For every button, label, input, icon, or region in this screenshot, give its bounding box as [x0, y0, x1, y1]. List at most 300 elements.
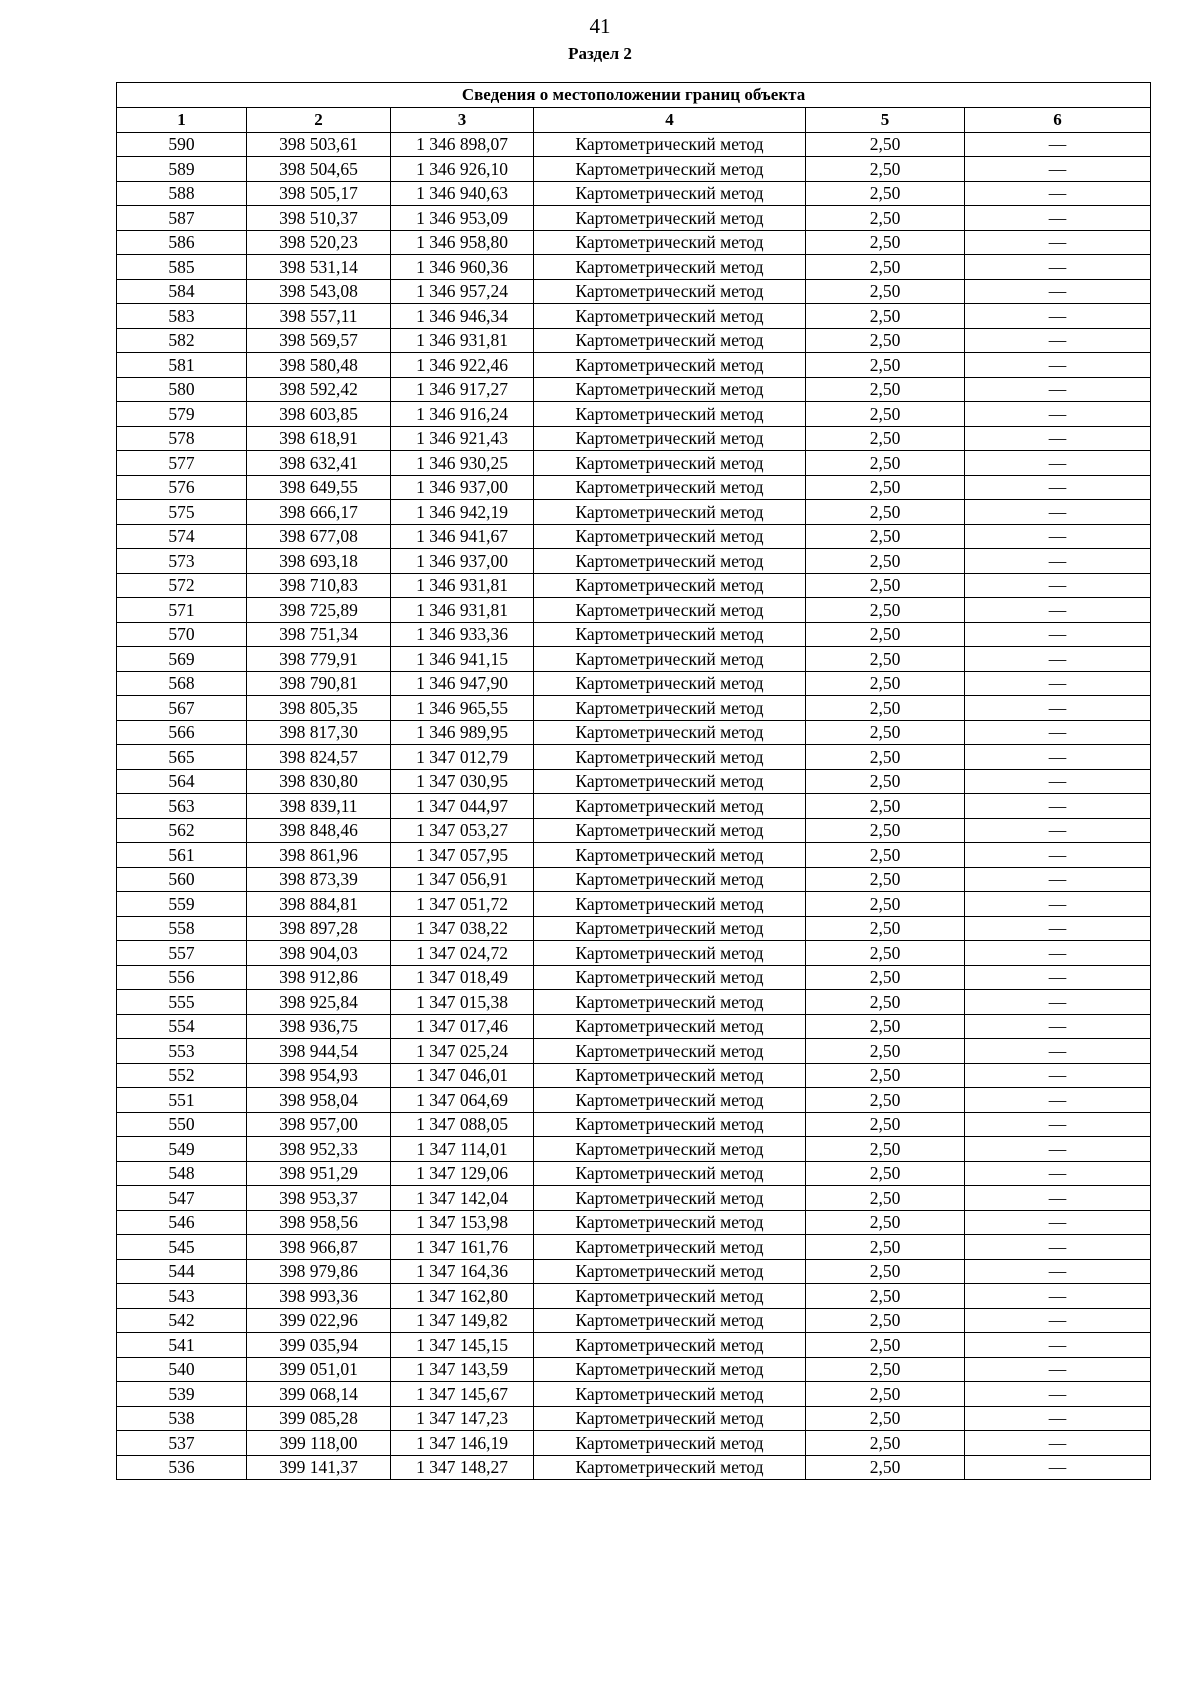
x-coordinate-cell: 398 592,42 [247, 377, 391, 402]
method-cell: Картометрический метод [534, 304, 806, 329]
x-coordinate-cell: 398 725,89 [247, 598, 391, 623]
method-cell: Картометрический метод [534, 916, 806, 941]
table-row [117, 720, 1151, 745]
point-number-cell: 588 [117, 181, 247, 206]
table-row [117, 206, 1151, 231]
x-coordinate-cell: 398 531,14 [247, 255, 391, 280]
point-number-cell: 576 [117, 475, 247, 500]
table-row [117, 279, 1151, 304]
description-cell: — [965, 965, 1151, 990]
table-row [117, 1186, 1151, 1211]
y-coordinate-cell: 1 346 958,80 [391, 230, 534, 255]
y-coordinate-cell: 1 346 957,24 [391, 279, 534, 304]
table-row [117, 1137, 1151, 1162]
table-row [117, 255, 1151, 280]
method-cell: Картометрический метод [534, 622, 806, 647]
table-row [117, 328, 1151, 353]
x-coordinate-cell: 399 141,37 [247, 1455, 391, 1480]
table-row [117, 598, 1151, 623]
point-number-cell: 536 [117, 1455, 247, 1480]
x-coordinate-cell: 398 861,96 [247, 843, 391, 868]
table-row [117, 230, 1151, 255]
y-coordinate-cell: 1 346 921,43 [391, 426, 534, 451]
point-number-cell: 554 [117, 1014, 247, 1039]
table-row [117, 843, 1151, 868]
method-cell: Картометрический метод [534, 255, 806, 280]
method-cell: Картометрический метод [534, 867, 806, 892]
accuracy-cell: 2,50 [806, 1039, 965, 1064]
x-coordinate-cell: 398 503,61 [247, 132, 391, 157]
table-row [117, 524, 1151, 549]
method-cell: Картометрический метод [534, 1333, 806, 1358]
table-row [117, 353, 1151, 378]
x-coordinate-cell: 398 824,57 [247, 745, 391, 770]
description-cell: — [965, 1259, 1151, 1284]
y-coordinate-cell: 1 347 025,24 [391, 1039, 534, 1064]
description-cell: — [965, 500, 1151, 525]
method-cell: Картометрический метод [534, 426, 806, 451]
x-coordinate-cell: 398 925,84 [247, 990, 391, 1015]
table-row [117, 1284, 1151, 1309]
description-cell: — [965, 549, 1151, 574]
description-cell: — [965, 1308, 1151, 1333]
accuracy-cell: 2,50 [806, 769, 965, 794]
accuracy-cell: 2,50 [806, 745, 965, 770]
description-cell: — [965, 206, 1151, 231]
y-coordinate-cell: 1 347 148,27 [391, 1455, 534, 1480]
description-cell: — [965, 1186, 1151, 1211]
point-number-cell: 548 [117, 1161, 247, 1186]
x-coordinate-cell: 398 543,08 [247, 279, 391, 304]
method-cell: Картометрический метод [534, 696, 806, 721]
method-cell: Картометрический метод [534, 353, 806, 378]
method-cell: Картометрический метод [534, 1137, 806, 1162]
x-coordinate-cell: 398 944,54 [247, 1039, 391, 1064]
y-coordinate-cell: 1 347 114,01 [391, 1137, 534, 1162]
x-coordinate-cell: 398 504,65 [247, 157, 391, 182]
x-coordinate-cell: 398 954,93 [247, 1063, 391, 1088]
method-cell: Картометрический метод [534, 598, 806, 623]
table-row [117, 1039, 1151, 1064]
accuracy-cell: 2,50 [806, 1431, 965, 1456]
point-number-cell: 577 [117, 451, 247, 476]
page-number: 41 [589, 14, 611, 38]
y-coordinate-cell: 1 346 931,81 [391, 573, 534, 598]
x-coordinate-cell: 398 805,35 [247, 696, 391, 721]
table-row [117, 965, 1151, 990]
accuracy-cell: 2,50 [806, 1063, 965, 1088]
y-coordinate-cell: 1 347 056,91 [391, 867, 534, 892]
point-number-cell: 589 [117, 157, 247, 182]
point-number-cell: 579 [117, 402, 247, 427]
point-number-cell: 584 [117, 279, 247, 304]
description-cell: — [965, 867, 1151, 892]
description-cell: — [965, 745, 1151, 770]
table-row [117, 622, 1151, 647]
x-coordinate-cell: 398 873,39 [247, 867, 391, 892]
x-coordinate-cell: 398 505,17 [247, 181, 391, 206]
point-number-cell: 578 [117, 426, 247, 451]
method-cell: Картометрический метод [534, 132, 806, 157]
description-cell: — [965, 941, 1151, 966]
accuracy-cell: 2,50 [806, 671, 965, 696]
point-number-cell: 551 [117, 1088, 247, 1113]
accuracy-cell: 2,50 [806, 279, 965, 304]
accuracy-cell: 2,50 [806, 1382, 965, 1407]
y-coordinate-cell: 1 346 941,15 [391, 647, 534, 672]
table-row [117, 990, 1151, 1015]
table-row [117, 1406, 1151, 1431]
x-coordinate-cell: 399 051,01 [247, 1357, 391, 1382]
description-cell: — [965, 818, 1151, 843]
description-cell: — [965, 304, 1151, 329]
x-coordinate-cell: 398 830,80 [247, 769, 391, 794]
y-coordinate-cell: 1 347 057,95 [391, 843, 534, 868]
table-row [117, 1063, 1151, 1088]
accuracy-cell: 2,50 [806, 916, 965, 941]
point-number-cell: 538 [117, 1406, 247, 1431]
accuracy-cell: 2,50 [806, 1235, 965, 1260]
table-row [117, 451, 1151, 476]
description-cell: — [965, 279, 1151, 304]
accuracy-cell: 2,50 [806, 990, 965, 1015]
method-cell: Картометрический метод [534, 671, 806, 696]
table-row [117, 573, 1151, 598]
x-coordinate-cell: 398 951,29 [247, 1161, 391, 1186]
point-number-cell: 549 [117, 1137, 247, 1162]
method-cell: Картометрический метод [534, 794, 806, 819]
accuracy-cell: 2,50 [806, 1455, 965, 1480]
table-row [117, 475, 1151, 500]
accuracy-cell: 2,50 [806, 377, 965, 402]
description-cell: — [965, 1455, 1151, 1480]
accuracy-cell: 2,50 [806, 818, 965, 843]
y-coordinate-cell: 1 347 164,36 [391, 1259, 534, 1284]
point-number-cell: 582 [117, 328, 247, 353]
x-coordinate-cell: 398 979,86 [247, 1259, 391, 1284]
x-coordinate-cell: 398 848,46 [247, 818, 391, 843]
y-coordinate-cell: 1 347 162,80 [391, 1284, 534, 1309]
accuracy-cell: 2,50 [806, 1088, 965, 1113]
accuracy-cell: 2,50 [806, 892, 965, 917]
y-coordinate-cell: 1 347 149,82 [391, 1308, 534, 1333]
accuracy-cell: 2,50 [806, 1210, 965, 1235]
y-coordinate-cell: 1 346 947,90 [391, 671, 534, 696]
x-coordinate-cell: 399 068,14 [247, 1382, 391, 1407]
x-coordinate-cell: 398 693,18 [247, 549, 391, 574]
y-coordinate-cell: 1 346 930,25 [391, 451, 534, 476]
method-cell: Картометрический метод [534, 230, 806, 255]
accuracy-cell: 2,50 [806, 867, 965, 892]
method-cell: Картометрический метод [534, 157, 806, 182]
description-cell: — [965, 843, 1151, 868]
y-coordinate-cell: 1 347 044,97 [391, 794, 534, 819]
x-coordinate-cell: 398 710,83 [247, 573, 391, 598]
point-number-cell: 543 [117, 1284, 247, 1309]
x-coordinate-cell: 398 884,81 [247, 892, 391, 917]
point-number-cell: 560 [117, 867, 247, 892]
point-number-cell: 567 [117, 696, 247, 721]
point-number-cell: 580 [117, 377, 247, 402]
y-coordinate-cell: 1 347 024,72 [391, 941, 534, 966]
y-coordinate-cell: 1 347 147,23 [391, 1406, 534, 1431]
column-header: 5 [806, 108, 965, 133]
x-coordinate-cell: 398 957,00 [247, 1112, 391, 1137]
table-caption: Сведения о местоположении границ объекта [117, 83, 1151, 108]
x-coordinate-cell: 399 118,00 [247, 1431, 391, 1456]
y-coordinate-cell: 1 347 053,27 [391, 818, 534, 843]
point-number-cell: 562 [117, 818, 247, 843]
column-header: 6 [965, 108, 1151, 133]
point-number-cell: 545 [117, 1235, 247, 1260]
table-row [117, 1357, 1151, 1382]
method-cell: Картометрический метод [534, 1014, 806, 1039]
y-coordinate-cell: 1 346 931,81 [391, 328, 534, 353]
method-cell: Картометрический метод [534, 1284, 806, 1309]
method-cell: Картометрический метод [534, 769, 806, 794]
accuracy-cell: 2,50 [806, 1259, 965, 1284]
description-cell: — [965, 181, 1151, 206]
x-coordinate-cell: 398 510,37 [247, 206, 391, 231]
x-coordinate-cell: 399 022,96 [247, 1308, 391, 1333]
table-row [117, 769, 1151, 794]
x-coordinate-cell: 398 779,91 [247, 647, 391, 672]
method-cell: Картометрический метод [534, 475, 806, 500]
accuracy-cell: 2,50 [806, 181, 965, 206]
accuracy-cell: 2,50 [806, 402, 965, 427]
table-row [117, 1210, 1151, 1235]
y-coordinate-cell: 1 346 931,81 [391, 598, 534, 623]
description-cell: — [965, 328, 1151, 353]
x-coordinate-cell: 398 953,37 [247, 1186, 391, 1211]
y-coordinate-cell: 1 346 916,24 [391, 402, 534, 427]
point-number-cell: 575 [117, 500, 247, 525]
description-cell: — [965, 1161, 1151, 1186]
column-header: 4 [534, 108, 806, 133]
y-coordinate-cell: 1 347 030,95 [391, 769, 534, 794]
accuracy-cell: 2,50 [806, 965, 965, 990]
description-cell: — [965, 524, 1151, 549]
method-cell: Картометрический метод [534, 500, 806, 525]
description-cell: — [965, 1333, 1151, 1358]
method-cell: Картометрический метод [534, 549, 806, 574]
method-cell: Картометрический метод [534, 745, 806, 770]
table-row [117, 916, 1151, 941]
table-row [117, 402, 1151, 427]
y-coordinate-cell: 1 346 933,36 [391, 622, 534, 647]
point-number-cell: 542 [117, 1308, 247, 1333]
accuracy-cell: 2,50 [806, 500, 965, 525]
x-coordinate-cell: 398 966,87 [247, 1235, 391, 1260]
point-number-cell: 555 [117, 990, 247, 1015]
column-header: 1 [117, 108, 247, 133]
description-cell: — [965, 696, 1151, 721]
table-row [117, 377, 1151, 402]
y-coordinate-cell: 1 347 129,06 [391, 1161, 534, 1186]
method-cell: Картометрический метод [534, 573, 806, 598]
y-coordinate-cell: 1 346 898,07 [391, 132, 534, 157]
accuracy-cell: 2,50 [806, 304, 965, 329]
description-cell: — [965, 1357, 1151, 1382]
y-coordinate-cell: 1 347 051,72 [391, 892, 534, 917]
table-row [117, 1333, 1151, 1358]
method-cell: Картометрический метод [534, 377, 806, 402]
x-coordinate-cell: 399 085,28 [247, 1406, 391, 1431]
point-number-cell: 566 [117, 720, 247, 745]
description-cell: — [965, 892, 1151, 917]
accuracy-cell: 2,50 [806, 1406, 965, 1431]
accuracy-cell: 2,50 [806, 647, 965, 672]
table-row [117, 1112, 1151, 1137]
table-row [117, 500, 1151, 525]
method-cell: Картометрический метод [534, 402, 806, 427]
accuracy-cell: 2,50 [806, 1112, 965, 1137]
accuracy-cell: 2,50 [806, 696, 965, 721]
method-cell: Картометрический метод [534, 1382, 806, 1407]
point-number-cell: 583 [117, 304, 247, 329]
table-row [117, 671, 1151, 696]
method-cell: Картометрический метод [534, 1406, 806, 1431]
table-row [117, 892, 1151, 917]
table-row [117, 157, 1151, 182]
description-cell: — [965, 671, 1151, 696]
description-cell: — [965, 353, 1151, 378]
y-coordinate-cell: 1 346 926,10 [391, 157, 534, 182]
point-number-cell: 568 [117, 671, 247, 696]
point-number-cell: 544 [117, 1259, 247, 1284]
x-coordinate-cell: 398 632,41 [247, 451, 391, 476]
point-number-cell: 537 [117, 1431, 247, 1456]
table-row [117, 745, 1151, 770]
column-header: 3 [391, 108, 534, 133]
description-cell: — [965, 255, 1151, 280]
point-number-cell: 561 [117, 843, 247, 868]
x-coordinate-cell: 398 569,57 [247, 328, 391, 353]
description-cell: — [965, 1406, 1151, 1431]
point-number-cell: 581 [117, 353, 247, 378]
point-number-cell: 564 [117, 769, 247, 794]
accuracy-cell: 2,50 [806, 941, 965, 966]
x-coordinate-cell: 398 958,04 [247, 1088, 391, 1113]
x-coordinate-cell: 398 952,33 [247, 1137, 391, 1162]
x-coordinate-cell: 398 904,03 [247, 941, 391, 966]
x-coordinate-cell: 398 603,85 [247, 402, 391, 427]
x-coordinate-cell: 398 557,11 [247, 304, 391, 329]
method-cell: Картометрический метод [534, 1161, 806, 1186]
y-coordinate-cell: 1 346 941,67 [391, 524, 534, 549]
point-number-cell: 546 [117, 1210, 247, 1235]
y-coordinate-cell: 1 347 018,49 [391, 965, 534, 990]
column-header-row [117, 108, 1151, 133]
method-cell: Картометрический метод [534, 1186, 806, 1211]
table-caption-row [117, 83, 1151, 108]
accuracy-cell: 2,50 [806, 622, 965, 647]
accuracy-cell: 2,50 [806, 843, 965, 868]
accuracy-cell: 2,50 [806, 206, 965, 231]
point-number-cell: 557 [117, 941, 247, 966]
accuracy-cell: 2,50 [806, 1161, 965, 1186]
table-row [117, 304, 1151, 329]
y-coordinate-cell: 1 347 017,46 [391, 1014, 534, 1039]
description-cell: — [965, 1088, 1151, 1113]
table-row [117, 132, 1151, 157]
y-coordinate-cell: 1 346 960,36 [391, 255, 534, 280]
description-cell: — [965, 598, 1151, 623]
method-cell: Картометрический метод [534, 843, 806, 868]
column-header: 2 [247, 108, 391, 133]
description-cell: — [965, 402, 1151, 427]
method-cell: Картометрический метод [534, 1308, 806, 1333]
y-coordinate-cell: 1 347 161,76 [391, 1235, 534, 1260]
description-cell: — [965, 916, 1151, 941]
x-coordinate-cell: 398 618,91 [247, 426, 391, 451]
description-cell: — [965, 647, 1151, 672]
boundary-coordinates-table [116, 82, 1151, 1480]
description-cell: — [965, 1210, 1151, 1235]
point-number-cell: 558 [117, 916, 247, 941]
description-cell: — [965, 769, 1151, 794]
x-coordinate-cell: 399 035,94 [247, 1333, 391, 1358]
description-cell: — [965, 426, 1151, 451]
x-coordinate-cell: 398 897,28 [247, 916, 391, 941]
y-coordinate-cell: 1 346 953,09 [391, 206, 534, 231]
table-row [117, 818, 1151, 843]
y-coordinate-cell: 1 346 942,19 [391, 500, 534, 525]
accuracy-cell: 2,50 [806, 328, 965, 353]
y-coordinate-cell: 1 347 142,04 [391, 1186, 534, 1211]
point-number-cell: 572 [117, 573, 247, 598]
point-number-cell: 585 [117, 255, 247, 280]
y-coordinate-cell: 1 346 937,00 [391, 475, 534, 500]
accuracy-cell: 2,50 [806, 1308, 965, 1333]
accuracy-cell: 2,50 [806, 794, 965, 819]
x-coordinate-cell: 398 649,55 [247, 475, 391, 500]
accuracy-cell: 2,50 [806, 255, 965, 280]
table-row [117, 181, 1151, 206]
point-number-cell: 570 [117, 622, 247, 647]
point-number-cell: 573 [117, 549, 247, 574]
table-row [117, 647, 1151, 672]
point-number-cell: 574 [117, 524, 247, 549]
description-cell: — [965, 1112, 1151, 1137]
y-coordinate-cell: 1 346 940,63 [391, 181, 534, 206]
point-number-cell: 541 [117, 1333, 247, 1358]
method-cell: Картометрический метод [534, 720, 806, 745]
description-cell: — [965, 132, 1151, 157]
x-coordinate-cell: 398 839,11 [247, 794, 391, 819]
table-row [117, 549, 1151, 574]
x-coordinate-cell: 398 912,86 [247, 965, 391, 990]
table-row [117, 1235, 1151, 1260]
method-cell: Картометрический метод [534, 1431, 806, 1456]
x-coordinate-cell: 398 958,56 [247, 1210, 391, 1235]
y-coordinate-cell: 1 346 937,00 [391, 549, 534, 574]
description-cell: — [965, 1137, 1151, 1162]
table-row [117, 1455, 1151, 1480]
accuracy-cell: 2,50 [806, 598, 965, 623]
point-number-cell: 571 [117, 598, 247, 623]
method-cell: Картометрический метод [534, 328, 806, 353]
description-cell: — [965, 451, 1151, 476]
description-cell: — [965, 720, 1151, 745]
method-cell: Картометрический метод [534, 990, 806, 1015]
point-number-cell: 569 [117, 647, 247, 672]
y-coordinate-cell: 1 346 922,46 [391, 353, 534, 378]
x-coordinate-cell: 398 751,34 [247, 622, 391, 647]
y-coordinate-cell: 1 347 064,69 [391, 1088, 534, 1113]
table-row [117, 794, 1151, 819]
table-row [117, 696, 1151, 721]
